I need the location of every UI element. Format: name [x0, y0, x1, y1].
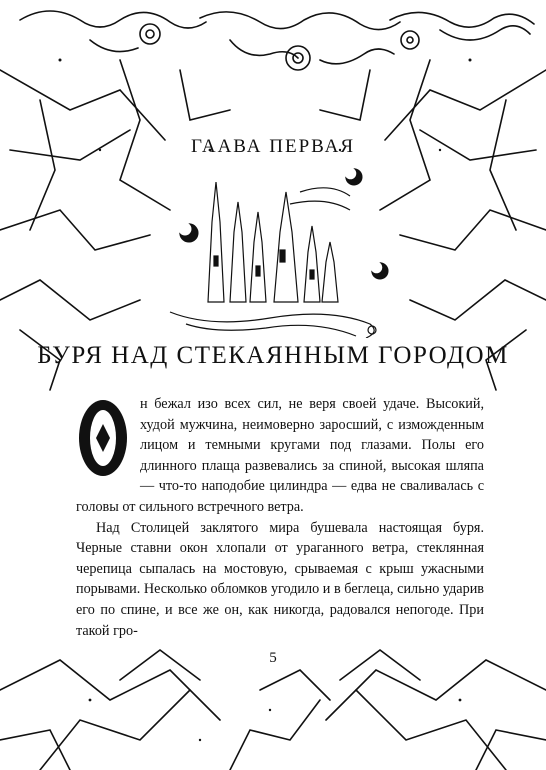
- dropcap-letter: [76, 396, 130, 480]
- page-number: 5: [269, 650, 277, 666]
- paragraph-2: Над Столицей заклятого мира бушевала настоящая буря. Черные ставни окон хлопали от ураганного ветра, стеклянная черепица сыпалась на мостовую, срываемая с крыш ужасными порывами. Несколько обломков угодило и в беглеца, сильно ударив его по спине, и все же он, как никогда, радовался непогоде. При такой гро-: [76, 519, 484, 639]
- paragraph-1: н бежал изо всех сил, не веря своей удаче. Высокий, худой мужчина, неимоверно заросший, с изможденным лицом и темными кругами под глазами. Полы его длинного плаща развевались за спиной, высокая шляпа — что-то наподобие цилиндра — едва не сваливалась с головы от сильного встречного ветра.: [76, 396, 484, 515]
- chapter-label: ГААВА ПЕРВАЯ: [190, 136, 356, 157]
- dropcap-o: [76, 396, 130, 480]
- castle-illustration: [150, 162, 398, 338]
- chapter-title: БУРЯ НАД СТЕКАЯННЫМ ГОРОДОМ: [37, 342, 509, 369]
- chapter-body-text: [76, 394, 484, 641]
